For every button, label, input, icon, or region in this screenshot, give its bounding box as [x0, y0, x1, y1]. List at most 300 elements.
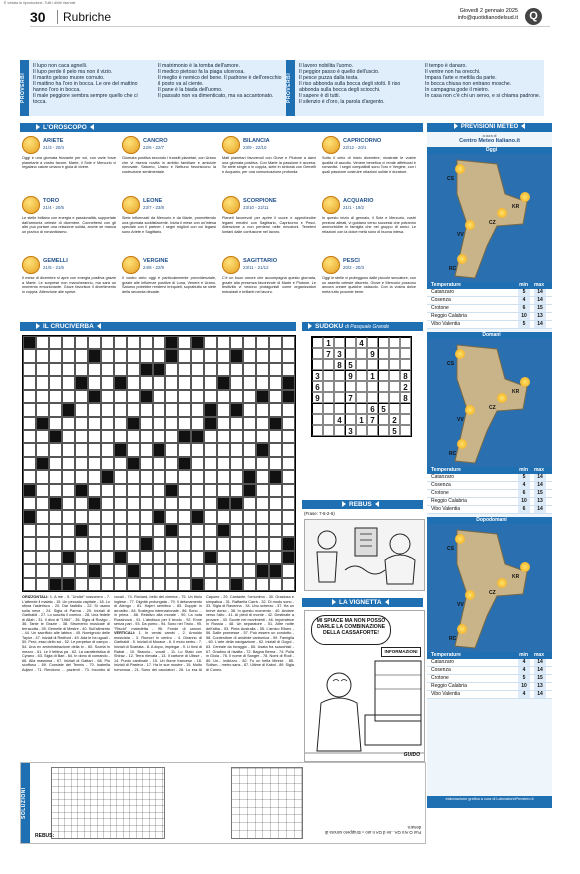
crossword-cell — [153, 336, 166, 349]
city-name: Vibo Valentia — [431, 691, 461, 697]
crossword-cell — [191, 376, 204, 389]
crossword-cell — [23, 470, 36, 483]
sudoku-cell: 5 — [378, 403, 389, 414]
crossword-cell — [217, 564, 230, 577]
crossword-cell — [191, 537, 204, 550]
sudoku-cell — [378, 370, 389, 381]
sudoku-cell — [389, 337, 400, 348]
crossword-cell — [88, 457, 101, 470]
proverb-line: Il passato non va dimenticato, ma va accantonato. — [158, 93, 274, 99]
proverb-line: In campagna gode il mietro. — [425, 87, 490, 93]
crossword-black-cell — [178, 430, 191, 443]
crossword-cell — [114, 403, 127, 416]
crossword-cell — [75, 349, 88, 362]
city-name: Vibo Valentia — [431, 321, 461, 327]
crossword-cell — [140, 403, 153, 416]
sudoku-cell — [389, 370, 400, 381]
proverbi-left-col2 — [158, 63, 282, 99]
crossword-black-cell — [140, 390, 153, 403]
sudoku-cell: 1 — [323, 337, 334, 348]
sudoku-cell: 7 — [345, 392, 356, 403]
crossword-black-cell — [75, 376, 88, 389]
sign-name: ARIETE — [43, 138, 64, 144]
crossword-cell — [191, 457, 204, 470]
meteo-panel — [427, 147, 552, 329]
crossword-cell — [243, 349, 256, 362]
crossword-cell — [153, 457, 166, 470]
crossword-cell — [140, 336, 153, 349]
crossword-cell — [243, 376, 256, 389]
crossword-black-cell — [153, 443, 166, 456]
city-name: Reggio Calabria — [431, 313, 467, 319]
horoscope-sign — [22, 196, 116, 254]
crossword-cell — [127, 510, 140, 523]
sudoku-cell — [389, 392, 400, 403]
crossword-cell — [230, 363, 243, 376]
gemelli-zodiac-icon — [22, 256, 40, 274]
sun-icon — [497, 393, 507, 403]
crossword-cell — [153, 551, 166, 564]
crossword-cell — [165, 430, 178, 443]
crossword-cell — [23, 390, 36, 403]
sudoku-cell — [323, 381, 334, 392]
crossword-cell — [75, 430, 88, 443]
crossword-cell — [217, 470, 230, 483]
crossword-cell — [62, 390, 75, 403]
crossword-cell — [62, 417, 75, 430]
sudoku-cell: 1 — [356, 414, 367, 425]
sudoku-cell — [378, 425, 389, 436]
crossword-black-cell — [88, 564, 101, 577]
proverb-line: In casa non c'è chi un servo, e si chiama padrone. — [425, 93, 541, 99]
crossword-black-cell — [165, 349, 178, 362]
arrow-left-icon — [97, 323, 101, 329]
crossword-cell — [230, 443, 243, 456]
crossword-cell — [217, 363, 230, 376]
crossword-cell — [153, 497, 166, 510]
orizzontali-title: ORIZZONTALI: — [22, 595, 49, 599]
crossword-cell — [23, 524, 36, 537]
max-temp: 14 — [534, 482, 546, 489]
horoscope-sign — [22, 256, 116, 314]
crossword-cell — [191, 564, 204, 577]
city-name: Catanzaro — [431, 659, 455, 665]
crossword-cell — [269, 376, 282, 389]
crossword-cell — [256, 403, 269, 416]
crossword-cell — [88, 403, 101, 416]
proverb-line: Il pane è la biada dell'uomo. — [158, 87, 223, 93]
proverbi-band — [20, 60, 544, 116]
crossword-cell — [178, 349, 191, 362]
orizzontali-clues: 1. A me - 5. "Undici" rossonero - 7. L'attende il malato - 15. Un peccato capitale - 18. Lo sfiora l'asterisco - 20. Dar fastidio - 22. Si usano sulla neve - 24. Sigla di Parma - 25. Iniziali di Garibaldi - 27. Lo suscita il comico - 28. Una fedele di Allah - 31. Il divo di "1984" - 35. Sigla di Rovigo - 36. Tante le Grazie - 38. Strumento musicale di terracotta - 39. Gemelle di Mestre - 40. Sull'alimento - 44. Un sacrificio alle labbra - 45. Nomignolo delle Taylor - 47. Iniziali di Redford - 49. Ada le ha uguali - 50. Però, esso dello sci - 52. Le perpetue di campo - 54. Una ex amministrazione della tv - 60. Scorta in mezzo - 61. Le il tettina pa - 62. La caratteristica di Cyrano - 63. Sigla di Bari - 64. In dono di comando - 66. Alla massima - 67. Iniziali di Gattari - 68. Più scoffuso - 69. Consiste del Tennis - 70. Isabella Adjani - 71. Rendono ... pazienti - 73. Incontro di vocali - 74. Richard, bello del cinema - 75. Un titolo inglese - 77. Dignità prolungata - 79. Il detonamento di Alengo - 81. Hajeri semitico - 83. Doppie in arrostito - 84. Sostegno internazionale - 86. Sono ... in prima - 88. Relativo alla morale - 90. La nota Russinova - 91. L'abolisco per il brodo - 92. Enne senza pari - 93. Da pomo - 94. Sono nel Tirolo - 95. "Rischi" maledetta - 96. Fonde di canoni. — [22, 595, 202, 672]
arrow-left-icon — [90, 124, 94, 130]
sudoku-cell — [334, 425, 345, 436]
crossword-black-cell — [204, 403, 217, 416]
crossword-cell — [217, 349, 230, 362]
acquario-zodiac-icon — [322, 196, 340, 214]
ariete-zodiac-icon — [22, 136, 40, 154]
crossword-cell — [230, 484, 243, 497]
max-temp: 15 — [534, 490, 546, 497]
soluzioni-label: SOLUZIONI — [21, 763, 30, 843]
sudoku-cell — [312, 337, 323, 348]
temperature-row — [427, 474, 552, 482]
crossword-black-cell — [230, 497, 243, 510]
crossword-cell — [243, 457, 256, 470]
crossword-cell — [256, 524, 269, 537]
map-city-label: CS — [447, 546, 454, 552]
crossword-cell — [140, 470, 153, 483]
sun-icon — [457, 624, 467, 634]
verticali-clues: 1. In cenisi cambi - 2. Arnoldo musicista - 3. Rumori in centro - 4. Diranno di Garibaldi - 5. Iniziali di Morace - 6. Il muto serbo - 7. Iniziali di Scarlata - 8. A dopo, impiegar - 9. Lì tinsi di Rabat - 10. Braccio... vocali - 11. Lo Stato con Shiraz - 12. Terra rilevata - 13. Il cartone di Ulisse - 14. Punto cardinale - 15. Un fiume francese - 16. Iniziali di Pasteur - 17. Ha le sue mostre - 19. Molto rumorosa - 21. Sono dei cacciatori - 26. Lo era Al Capone - 29. Cantante, l'omonimo - 30. Graziosa e simpatica - 31. Raffaella Carrà - 32. Di modo sono - 33. Sigla di Ravenna - 34. Uno scherzo - 37. Ha un breve dorso - 38. In questo momento - 40. Andare verso l'alto - 41. Ai piedi di monte - 42. Destinate a provare - 43. Scorte nei movimenti - 46. Imperatrice in Russia - 48. Un separatore - 51. Altre notte dell'alba - 53. Pinta Australia - 55. L'amico Eliseo - 56. Dalle promesse - 57. Può essere un condotto - 58. Contenitore di anidride carbonica - 59. Famiglia - 60. L'arte della navigazione - 62. Iniziali di Gogol - 63. Cereale da foraggio - 65. Usata fra scacchisti - 67. Gradino di risalita - 72. Bagna Berna - 74. Pulla in Gioia - 76. Il nome di Sanger - 78. Nomi di Rodi - 80. Un... indirizzo - 82. Fu un bella Minnie - 85. Solism... metro sans - 87. Ultime di Kabul - 89. Sigla di Cuneo. — [114, 595, 294, 672]
sudoku-cell: 1 — [367, 370, 378, 381]
temperature-row — [427, 482, 552, 490]
sudoku-cell — [378, 359, 389, 370]
sudoku-cell — [378, 392, 389, 403]
proverb-line: Il peggior passo è quello dell'uscio. — [299, 69, 380, 75]
crossword-cell — [204, 564, 217, 577]
crossword-cell — [217, 390, 230, 403]
crossword-cell — [217, 484, 230, 497]
sudoku-cell: 7 — [367, 414, 378, 425]
crossword-cell — [153, 349, 166, 362]
crossword-black-cell — [269, 470, 282, 483]
crossword-cell — [269, 336, 282, 349]
sudoku-cell — [323, 414, 334, 425]
issue-date: Giovedì 2 gennaio 2025 — [459, 8, 518, 14]
sudoku-cell — [345, 414, 356, 425]
crossword-cell — [204, 430, 217, 443]
crossword-black-cell — [23, 336, 36, 349]
crossword-cell — [127, 403, 140, 416]
crossword-cell — [269, 497, 282, 510]
vignetta-header — [302, 598, 423, 607]
crossword-cell — [88, 578, 101, 591]
sign-text: Pianeti favorevoli per aprire il cuore e approfondire legami emotivi con Sagittario, Capricorno e Pesci. Attenzione a non perdersi nelle emozioni. Tenetevi lontani dalle confusione nel lavoro. — [222, 216, 316, 234]
crossword-cell — [282, 564, 295, 577]
crossword-cell — [256, 457, 269, 470]
region-shape-icon — [427, 154, 552, 282]
crossword-clues — [22, 595, 294, 757]
crossword-cell — [36, 390, 49, 403]
map-city-label: KR — [512, 389, 520, 395]
crossword-cell — [36, 564, 49, 577]
crossword-cell — [114, 497, 127, 510]
sign-name: GEMELLI — [43, 258, 68, 264]
proverb-line: Il medico pietoso fa la piaga ulcerosa. — [158, 69, 245, 75]
crossword-cell — [256, 336, 269, 349]
crossword-cell — [269, 349, 282, 362]
crossword-cell — [204, 524, 217, 537]
city-name: Cosenza — [431, 667, 451, 673]
crossword-black-cell — [204, 551, 217, 564]
crossword-cell — [178, 484, 191, 497]
temperature-row — [427, 675, 552, 683]
crossword-cell — [269, 524, 282, 537]
crossword-cell — [49, 417, 62, 430]
crossword-cell — [256, 497, 269, 510]
city-name: Cosenza — [431, 297, 451, 303]
crossword-black-cell — [75, 484, 88, 497]
crossword-cell — [165, 363, 178, 376]
min-temp: 4 — [518, 659, 530, 666]
crossword-cell — [217, 443, 230, 456]
section-title: Rubriche — [63, 10, 112, 24]
horoscope-sign — [222, 136, 316, 194]
crossword-black-cell — [191, 510, 204, 523]
temperature-row — [427, 321, 552, 329]
crossword-cell — [101, 497, 114, 510]
crossword-black-cell — [88, 390, 101, 403]
sudoku-cell — [367, 337, 378, 348]
temperature-row — [427, 498, 552, 506]
crossword-cell — [88, 524, 101, 537]
sun-icon — [497, 208, 507, 218]
sudoku-cell: 4 — [356, 337, 367, 348]
sign-name: BILANCIA — [243, 138, 270, 144]
crossword-cell — [165, 578, 178, 591]
sun-icon — [465, 220, 475, 230]
crossword-black-cell — [127, 417, 140, 430]
sudoku-cell: 8 — [400, 392, 411, 403]
min-temp: 6 — [518, 490, 530, 497]
crossword-cell — [191, 497, 204, 510]
crossword-cell — [153, 537, 166, 550]
crossword-cell — [88, 484, 101, 497]
proverbi-label: PROVERBI — [20, 60, 29, 116]
crossword-cell — [269, 390, 282, 403]
max-temp: 15 — [534, 675, 546, 682]
cancro-zodiac-icon — [122, 136, 140, 154]
crossword-cell — [75, 417, 88, 430]
crossword-black-cell — [49, 497, 62, 510]
crossword-cell — [282, 417, 295, 430]
contact-email: info@quotidianodelsud.it — [457, 15, 518, 21]
crossword-cell — [165, 403, 178, 416]
map-city-label: CZ — [489, 220, 496, 226]
min-label: min — [519, 282, 528, 288]
sign-name: TORO — [43, 198, 60, 204]
crossword-cell — [269, 578, 282, 591]
sudoku-cell — [389, 381, 400, 392]
min-label: min — [519, 652, 528, 658]
crossword-cell — [88, 470, 101, 483]
crossword-cell — [178, 578, 191, 591]
crossword-cell — [127, 551, 140, 564]
crossword-cell — [114, 510, 127, 523]
sudoku-cell: 6 — [312, 381, 323, 392]
crossword-black-cell — [75, 524, 88, 537]
min-temp: 6 — [518, 305, 530, 312]
crossword-cell — [75, 470, 88, 483]
crossword-cell — [269, 443, 282, 456]
crossword-cell — [269, 484, 282, 497]
sudoku-cell — [345, 403, 356, 414]
crossword-cell — [178, 403, 191, 416]
crossword-black-cell — [282, 551, 295, 564]
crossword-cell — [178, 376, 191, 389]
temperature-row — [427, 297, 552, 305]
crossword-cell — [140, 578, 153, 591]
crossword-cell — [230, 336, 243, 349]
arrow-right-icon — [342, 501, 346, 507]
oroscopo-title: L'OROSCOPO — [43, 124, 87, 131]
sudoku-cell — [323, 359, 334, 370]
city-name: Crotone — [431, 490, 449, 496]
crossword-black-cell — [165, 524, 178, 537]
crossword-cell — [36, 537, 49, 550]
crossword-cell — [178, 336, 191, 349]
sudoku-cell — [356, 348, 367, 359]
city-name: Catanzaro — [431, 474, 455, 480]
crossword-cell — [204, 537, 217, 550]
crossword-cell — [88, 443, 101, 456]
crossword-cell — [101, 403, 114, 416]
crossword-cell — [101, 363, 114, 376]
sudoku-grid — [311, 336, 412, 437]
crossword-cell — [165, 457, 178, 470]
sun-icon — [455, 164, 465, 174]
arrow-left-icon — [375, 501, 379, 507]
crossword-black-cell — [23, 484, 36, 497]
max-temp: 13 — [534, 313, 546, 320]
sudoku-cell: 5 — [389, 425, 400, 436]
page-number: 30 — [30, 9, 46, 25]
crossword-cell — [75, 537, 88, 550]
sign-text: Siete influenzati da Mercurio e da Marte, promettendo una giornata soddisfacente. Inizia il mese con un'intesa speciale con il partner. I segni migliori con cui legarsi sono Ariete e Sagittario. — [122, 216, 216, 234]
crossword-black-cell — [256, 443, 269, 456]
crossword-cell — [243, 403, 256, 416]
crossword-cell — [62, 349, 75, 362]
sudoku-cell: 3 — [345, 425, 356, 436]
crossword-cell — [114, 564, 127, 577]
city-name: Cosenza — [431, 482, 451, 488]
sign-name: CANCRO — [143, 138, 168, 144]
crossword-cell — [153, 417, 166, 430]
temperature-row — [427, 683, 552, 691]
max-label: max — [533, 467, 544, 473]
sudoku-title: SUDOKU — [315, 323, 344, 330]
sudoku-cell: 2 — [400, 381, 411, 392]
sudoku-cell — [345, 348, 356, 359]
map-city-label: CZ — [489, 405, 496, 411]
rebus-illustration — [304, 519, 425, 591]
crossword-cell — [49, 484, 62, 497]
sign-text: Mati planetari favorevoli con Giove e Plutone a darvi una giornata positiva. Con Marte la passione è accesa. Se siete single o in coppia, siete in sintonia con Gemelli e Acquario, per una comunicazione profonda. — [222, 156, 316, 174]
crossword-cell — [269, 457, 282, 470]
crossword-cell — [178, 564, 191, 577]
crossword-cell — [101, 578, 114, 591]
crossword-black-cell — [217, 524, 230, 537]
temperature-title: Temperature — [431, 467, 461, 473]
temperature-title: Temperature — [431, 652, 461, 658]
crossword-cell — [165, 537, 178, 550]
crossword-cell — [88, 537, 101, 550]
sign-dates: 21/5 - 21/6 — [43, 265, 64, 270]
arrow-right-icon — [308, 323, 312, 329]
crossword-cell — [75, 497, 88, 510]
crossword-cell — [101, 417, 114, 430]
map-city-label: VV — [457, 232, 464, 238]
crossword-cell — [62, 524, 75, 537]
bilancia-zodiac-icon — [222, 136, 240, 154]
proverbi-label-right: PROVERBI — [286, 60, 295, 116]
city-name: Reggio Calabria — [431, 683, 467, 689]
crossword-cell — [243, 336, 256, 349]
crossword-black-cell — [23, 510, 36, 523]
sudoku-cell — [400, 359, 411, 370]
min-temp: 5 — [518, 474, 530, 481]
cruciverba-header — [20, 322, 296, 331]
crossword-cell — [49, 390, 62, 403]
sudoku-cell — [400, 414, 411, 425]
sudoku-cell — [334, 392, 345, 403]
max-temp: 14 — [534, 297, 546, 304]
sign-text: Giornata positiva secondo i transiti planetari, con Urano che vi riserva novità in ambito familiare e amicizie rinnovate. Saturno, Urano e Nettuno favoriscono la costruzione sentimentale. — [122, 156, 216, 174]
crossword-cell — [269, 363, 282, 376]
oroscopo-header — [20, 123, 423, 132]
sudoku-cell — [334, 403, 345, 414]
crossword-cell — [88, 430, 101, 443]
sudoku-cell — [367, 392, 378, 403]
crossword-black-cell — [36, 457, 49, 470]
sign-text: Sotto il cielo di inizio dicembre, mostrate le vostre qualità di ascolto. Venere benefica vi rende affettuosi e romantici. I segni compatibili sono Toro e Vergine, con i quali passione costruire relazioni solide e durature. — [322, 156, 416, 174]
crossword-black-cell — [153, 363, 166, 376]
crossword-black-cell — [49, 430, 62, 443]
crossword-cell — [23, 430, 36, 443]
crossword-cell — [153, 524, 166, 537]
crossword-cell — [230, 510, 243, 523]
sun-icon — [457, 439, 467, 449]
crossword-cell — [282, 484, 295, 497]
sudoku-cell — [312, 359, 323, 370]
crossword-black-cell — [243, 484, 256, 497]
crossword-cell — [88, 417, 101, 430]
arrow-right-icon — [36, 124, 40, 130]
map-city-label: RC — [449, 266, 457, 272]
crossword-cell — [256, 417, 269, 430]
crossword-cell — [88, 363, 101, 376]
temperature-header — [427, 652, 552, 659]
crossword-cell — [101, 537, 114, 550]
crossword-cell — [62, 430, 75, 443]
crossword-cell — [243, 443, 256, 456]
crossword-black-cell — [127, 457, 140, 470]
horoscope-sign — [22, 136, 116, 194]
proverb-line: Il male peggiore sembra sempre quello che ci tocca. — [33, 93, 138, 105]
crossword-cell — [88, 336, 101, 349]
proverb-line: Il ventre non ha orecchi. — [425, 69, 481, 75]
crossword-cell — [243, 390, 256, 403]
map-city-label: RC — [449, 636, 457, 642]
crossword-cell — [282, 336, 295, 349]
crossword-cell — [153, 470, 166, 483]
crossword-cell — [153, 430, 166, 443]
meteo-column — [427, 123, 552, 808]
sudoku-cell — [312, 425, 323, 436]
crossword-cell — [114, 470, 127, 483]
sign-dates: 23/10 - 22/11 — [243, 205, 269, 210]
soluzioni-box — [20, 762, 426, 844]
crossword-cell — [75, 510, 88, 523]
crossword-cell — [101, 457, 114, 470]
crossword-cell — [204, 470, 217, 483]
min-temp: 5 — [518, 289, 530, 296]
sudoku-cell — [378, 337, 389, 348]
crossword-cell — [36, 376, 49, 389]
crossword-cell — [75, 578, 88, 591]
meteo-day-label: Oggi — [427, 147, 552, 154]
